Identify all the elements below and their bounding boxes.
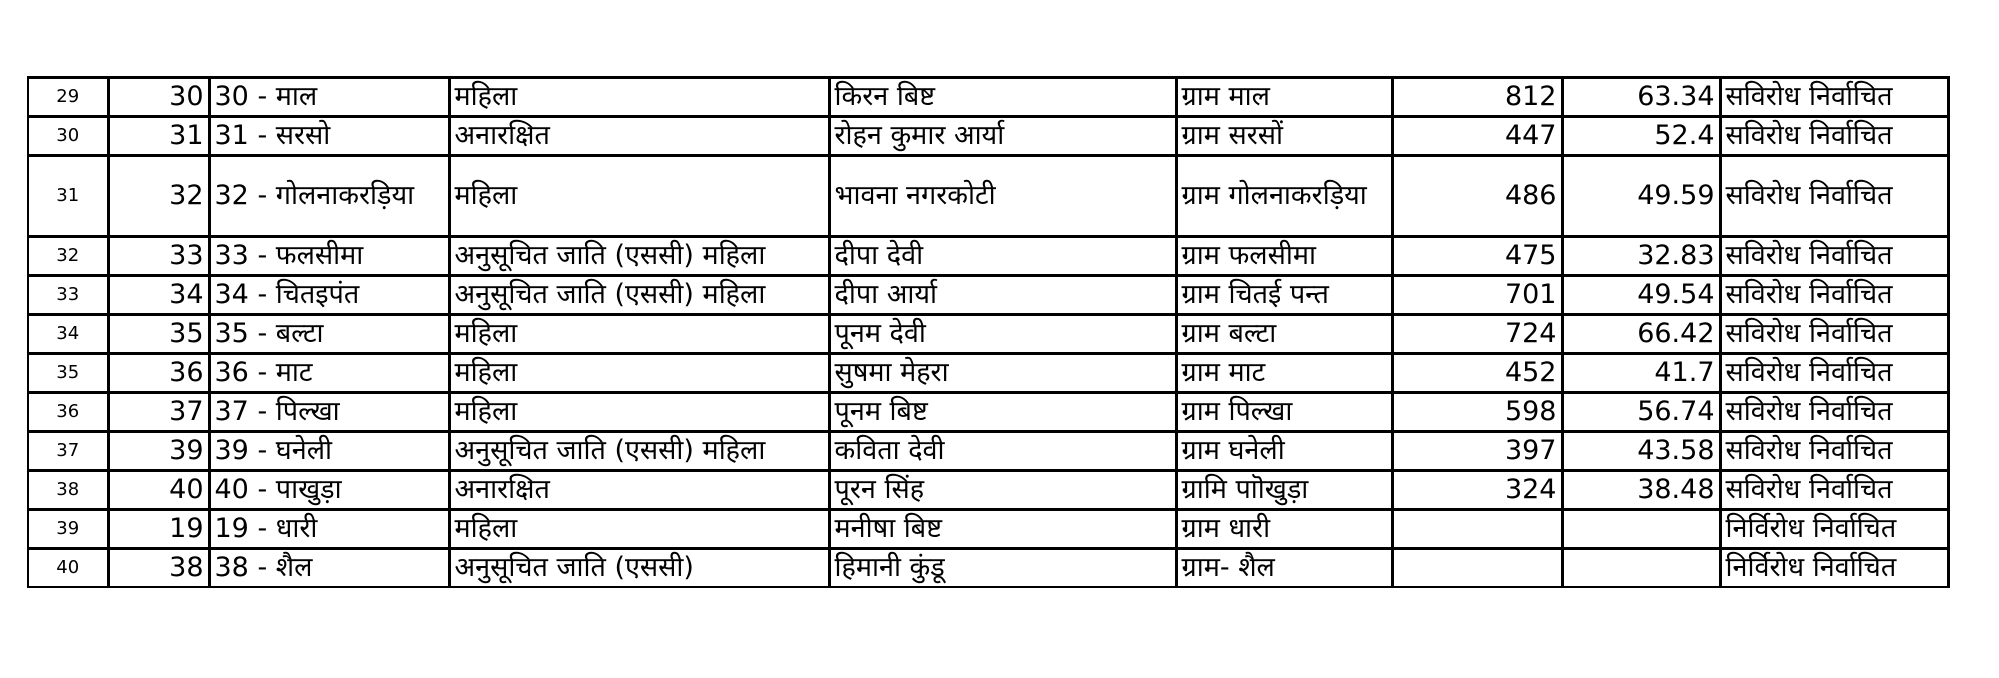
serial-number-cell: 35 — [28, 354, 108, 393]
serial-number-cell: 34 — [28, 315, 108, 354]
serial-number-cell: 38 — [28, 471, 108, 510]
result-status-cell: सविरोध निर्वाचित — [1720, 156, 1948, 237]
ward-name-cell: 32 - गोलनाकरड़िया — [209, 156, 449, 237]
ward-name-cell: 38 - शैल — [209, 549, 449, 588]
table-row — [28, 237, 1948, 276]
village-cell: ग्राम सरसों — [1176, 117, 1392, 156]
ward-number-cell: 30 — [108, 78, 209, 117]
ward-name-cell: 40 - पाखुड़ा — [209, 471, 449, 510]
percent-cell: 49.54 — [1562, 276, 1720, 315]
percent-cell: 56.74 — [1562, 393, 1720, 432]
votes-cell: 724 — [1392, 315, 1562, 354]
candidate-name-cell: दीपा आर्या — [829, 276, 1176, 315]
ward-number-cell: 38 — [108, 549, 209, 588]
result-status-cell: सविरोध निर्वाचित — [1720, 432, 1948, 471]
ward-number-cell: 19 — [108, 510, 209, 549]
percent-cell: 41.7 — [1562, 354, 1720, 393]
village-cell: ग्राम घनेली — [1176, 432, 1392, 471]
result-status-cell: सविरोध निर्वाचित — [1720, 393, 1948, 432]
candidate-name-cell: पूरन सिंह — [829, 471, 1176, 510]
candidate-name-cell: पूनम बिष्ट — [829, 393, 1176, 432]
serial-number-cell: 36 — [28, 393, 108, 432]
table-row — [28, 276, 1948, 315]
ward-number-cell: 40 — [108, 471, 209, 510]
table-row — [28, 393, 1948, 432]
ward-number-cell: 37 — [108, 393, 209, 432]
votes-cell: 812 — [1392, 78, 1562, 117]
village-cell: ग्राम पिल्खा — [1176, 393, 1392, 432]
votes-cell: 447 — [1392, 117, 1562, 156]
votes-cell: 486 — [1392, 156, 1562, 237]
reservation-cell: अनुसूचित जाति (एससी) महिला — [449, 432, 829, 471]
table-row — [28, 315, 1948, 354]
reservation-cell: महिला — [449, 156, 829, 237]
serial-number-cell: 33 — [28, 276, 108, 315]
table-row — [28, 432, 1948, 471]
reservation-cell: अनुसूचित जाति (एससी) महिला — [449, 276, 829, 315]
percent-cell: 38.48 — [1562, 471, 1720, 510]
result-status-cell: सविरोध निर्वाचित — [1720, 117, 1948, 156]
reservation-cell: महिला — [449, 354, 829, 393]
reservation-cell: महिला — [449, 510, 829, 549]
result-status-cell: सविरोध निर्वाचित — [1720, 315, 1948, 354]
candidate-name-cell: पूनम देवी — [829, 315, 1176, 354]
percent-cell: 52.4 — [1562, 117, 1720, 156]
candidate-name-cell: कविता देवी — [829, 432, 1176, 471]
ward-name-cell: 33 - फलसीमा — [209, 237, 449, 276]
serial-number-cell: 37 — [28, 432, 108, 471]
percent-cell — [1562, 510, 1720, 549]
reservation-cell: अनुसूचित जाति (एससी) महिला — [449, 237, 829, 276]
ward-name-cell: 37 - पिल्खा — [209, 393, 449, 432]
percent-cell: 32.83 — [1562, 237, 1720, 276]
result-status-cell: सविरोध निर्वाचित — [1720, 354, 1948, 393]
ward-name-cell: 31 - सरसो — [209, 117, 449, 156]
votes-cell: 452 — [1392, 354, 1562, 393]
candidate-name-cell: हिमानी कुंडू — [829, 549, 1176, 588]
village-cell: ग्राम धारी — [1176, 510, 1392, 549]
result-status-cell: सविरोध निर्वाचित — [1720, 237, 1948, 276]
ward-number-cell: 35 — [108, 315, 209, 354]
percent-cell — [1562, 549, 1720, 588]
village-cell: ग्राम माट — [1176, 354, 1392, 393]
ward-name-cell: 36 - माट — [209, 354, 449, 393]
result-status-cell: निर्विरोध निर्वाचित — [1720, 510, 1948, 549]
result-status-cell: निर्विरोध निर्वाचित — [1720, 549, 1948, 588]
ward-number-cell: 34 — [108, 276, 209, 315]
table-row — [28, 549, 1948, 588]
results-table — [27, 76, 1950, 588]
serial-number-cell: 40 — [28, 549, 108, 588]
reservation-cell: अनुसूचित जाति (एससी) — [449, 549, 829, 588]
reservation-cell: अनारक्षित — [449, 471, 829, 510]
ward-name-cell: 19 - धारी — [209, 510, 449, 549]
result-status-cell: सविरोध निर्वाचित — [1720, 276, 1948, 315]
candidate-name-cell: सुषमा मेहरा — [829, 354, 1176, 393]
ward-number-cell: 36 — [108, 354, 209, 393]
reservation-cell: महिला — [449, 78, 829, 117]
ward-number-cell: 32 — [108, 156, 209, 237]
percent-cell: 43.58 — [1562, 432, 1720, 471]
votes-cell: 397 — [1392, 432, 1562, 471]
candidate-name-cell: मनीषा बिष्ट — [829, 510, 1176, 549]
table-body — [28, 78, 1948, 588]
ward-name-cell: 39 - घनेली — [209, 432, 449, 471]
candidate-name-cell: भावना नगरकोटी — [829, 156, 1176, 237]
village-cell: ग्राम गोलनाकरड़िया — [1176, 156, 1392, 237]
serial-number-cell: 30 — [28, 117, 108, 156]
results-sheet — [27, 76, 1947, 588]
village-cell: ग्राम फलसीमा — [1176, 237, 1392, 276]
ward-number-cell: 39 — [108, 432, 209, 471]
votes-cell: 475 — [1392, 237, 1562, 276]
ward-name-cell: 30 - माल — [209, 78, 449, 117]
candidate-name-cell: किरन बिष्ट — [829, 78, 1176, 117]
ward-number-cell: 33 — [108, 237, 209, 276]
percent-cell: 66.42 — [1562, 315, 1720, 354]
village-cell: ग्राम चितई पन्त — [1176, 276, 1392, 315]
ward-number-cell: 31 — [108, 117, 209, 156]
village-cell: ग्राम बल्टा — [1176, 315, 1392, 354]
serial-number-cell: 32 — [28, 237, 108, 276]
percent-cell: 63.34 — [1562, 78, 1720, 117]
result-status-cell: सविरोध निर्वाचित — [1720, 78, 1948, 117]
votes-cell: 701 — [1392, 276, 1562, 315]
village-cell: ग्राम- शैल — [1176, 549, 1392, 588]
table-row — [28, 156, 1948, 237]
table-row — [28, 78, 1948, 117]
village-cell: ग्रामि पाॊखुड़ा — [1176, 471, 1392, 510]
table-row — [28, 354, 1948, 393]
ward-name-cell: 34 - चितइपंत — [209, 276, 449, 315]
percent-cell: 49.59 — [1562, 156, 1720, 237]
table-row — [28, 510, 1948, 549]
votes-cell — [1392, 510, 1562, 549]
votes-cell: 324 — [1392, 471, 1562, 510]
candidate-name-cell: रोहन कुमार आर्या — [829, 117, 1176, 156]
reservation-cell: महिला — [449, 315, 829, 354]
candidate-name-cell: दीपा देवी — [829, 237, 1176, 276]
votes-cell — [1392, 549, 1562, 588]
table-row — [28, 471, 1948, 510]
result-status-cell: सविरोध निर्वाचित — [1720, 471, 1948, 510]
reservation-cell: अनारक्षित — [449, 117, 829, 156]
reservation-cell: महिला — [449, 393, 829, 432]
village-cell: ग्राम माल — [1176, 78, 1392, 117]
table-row — [28, 117, 1948, 156]
ward-name-cell: 35 - बल्टा — [209, 315, 449, 354]
serial-number-cell: 39 — [28, 510, 108, 549]
serial-number-cell: 31 — [28, 156, 108, 237]
votes-cell: 598 — [1392, 393, 1562, 432]
serial-number-cell: 29 — [28, 78, 108, 117]
